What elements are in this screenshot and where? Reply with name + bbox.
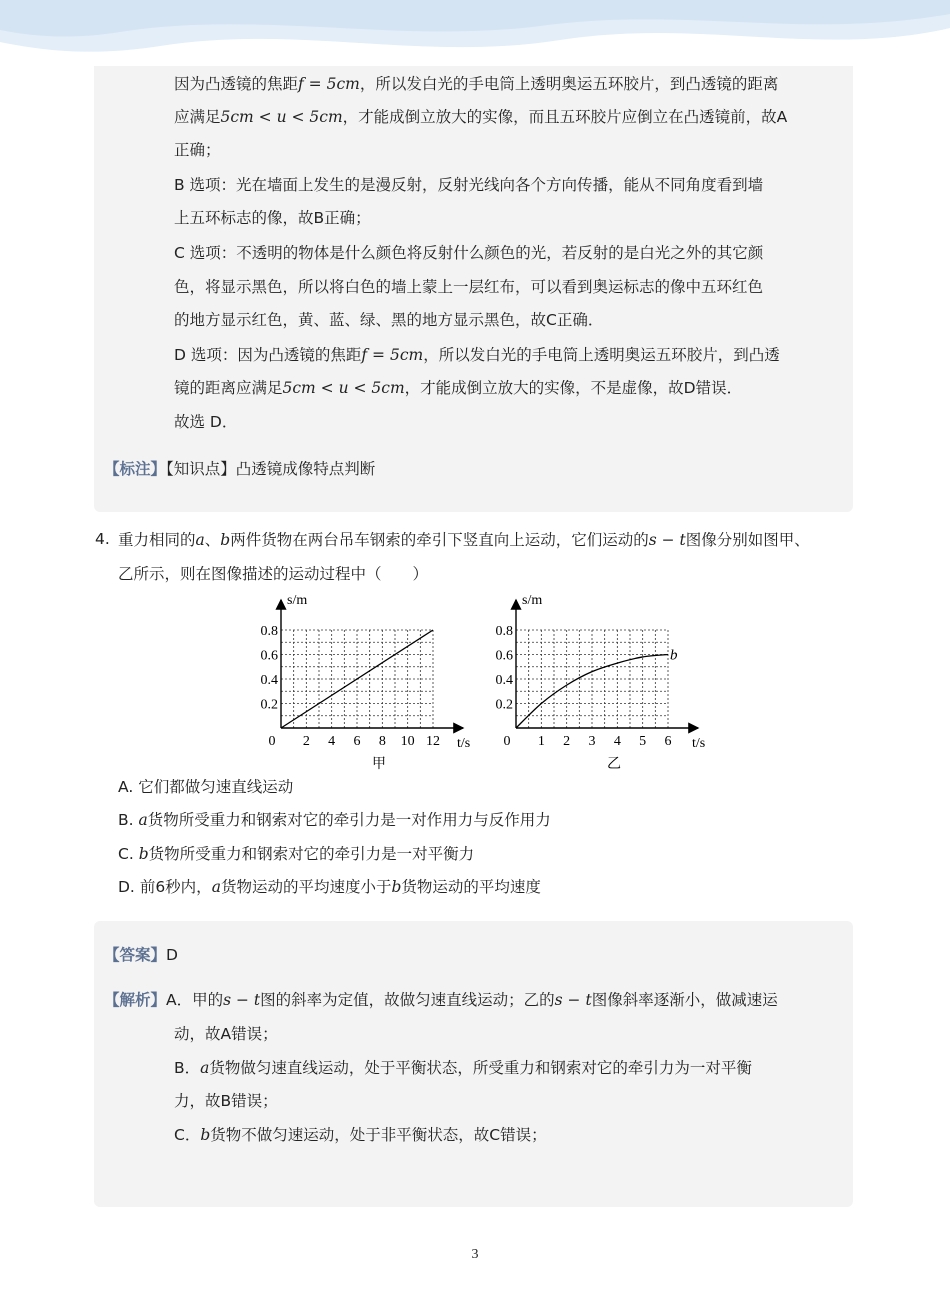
explanation-c-line2: 色，将显示黑色，所以将白色的墙上蒙上一层红布，可以看到奥运标志的像中五环红色 [174,278,764,296]
y-axis-label: s/m [287,593,308,608]
x-axis-label: t/s [692,736,706,751]
analysis-b-line2: 力，故B错误； [174,1092,278,1110]
analysis-a-line2: 动，故A错误； [174,1025,278,1043]
explanation-b-line2: 上五环标志的像，故B正确； [174,209,371,227]
x-tick-label: 2 [302,734,310,749]
x-tick-label: 8 [378,734,386,749]
explanation-b-line1: B 选项：光在墙面上发生的是漫反射，反射光线向各个方向传播，能从不同角度看到墙 [174,176,764,194]
x-tick-label: 2 [563,734,571,749]
chart-title: 乙 [607,757,621,772]
explanation-a-line3: 正确； [174,141,221,159]
answer-line [104,945,178,965]
chart-jia [261,593,471,772]
option-c[interactable]: C. b货物所受重力和钢索对它的牵引力是一对平衡力 [118,845,475,863]
option-d[interactable]: D. 前6秒内，a货物运动的平均速度小于b货物运动的平均速度 [118,878,541,896]
x-tick-label: 6 [353,734,361,749]
y-tick-label: 0.2 [260,697,278,713]
analysis-b-line1: B．a货物做匀速直线运动，处于平衡状态，所受重力和钢索对它的牵引力为一对平衡 [174,1059,752,1077]
x-tick-label: 5 [639,734,647,749]
x-axis-label: t/s [457,736,471,751]
option-a[interactable]: A. 它们都做匀速直线运动 [118,778,294,796]
y-tick-label: 0.4 [260,673,278,688]
analysis-c-line1: C．b货物不做匀速运动，处于非平衡状态，故C错误； [174,1126,547,1144]
x-tick-label: 6 [664,734,672,749]
explanation-c-line1: C 选项：不透明的物体是什么颜色将反射什么颜色的光，若反射的是白光之外的其它颜 [174,244,764,262]
x-tick-label: 4 [613,734,621,749]
note-text: 【知识点】凸透镜成像特点判断 [166,460,376,478]
note-tag: 【标注】 [104,460,167,478]
y-tick-label: 0.8 [260,624,278,639]
analysis-tag: 【解析】 [104,991,167,1009]
x-tick-label: 1 [537,734,545,749]
page-number: 3 [471,1247,479,1262]
y-tick-label: 0.8 [495,624,513,639]
y-tick-label: 0.2 [495,697,513,713]
series-label: b [670,647,678,664]
question-stem-line2: 乙所示，则在图像描述的运动过程中（ ） [118,565,429,583]
x-tick-label: 0 [268,734,276,749]
header-banner [0,0,950,75]
option-b[interactable]: B. a货物所受重力和钢索对它的牵引力是一对作用力与反作用力 [118,811,551,829]
y-axis-label: s/m [522,593,543,608]
chart-title: 甲 [372,757,386,772]
answer-value: D [166,946,178,964]
analysis-a-line1: 【解析】A．甲的s − t图的斜率为定值，故做匀速直线运动；乙的s − t图像斜率逐渐小，做减速运 [104,991,778,1009]
x-tick-label: 0 [503,734,511,749]
explanation-choose: 故选 D． [174,413,238,431]
explanation-d-line1: D 选项：因为凸透镜的焦距f = 5cm，所以发白光的手电筒上透明奥运五环胶片，到凸透 [174,346,780,364]
x-tick-label: 10 [400,734,415,749]
chart-yi [496,593,706,772]
explanation-c-line3: 的地方显示红色，黄、蓝、绿、黑的地方显示黑色，故C正确． [174,311,604,329]
y-tick-label: 0.6 [260,648,278,664]
y-tick-label: 0.6 [495,648,513,664]
answer-tag: 【答案】 [104,946,167,964]
question-figure [0,585,950,785]
x-tick-label: 12 [426,734,440,749]
note-line [104,459,375,479]
explanation-d-line2: 镜的距离应满足5cm < u < 5cm，才能成倒立放大的实像，不是虚像，故D错误． [174,379,743,397]
x-tick-label: 3 [588,734,596,749]
question-number: 4. [95,530,110,548]
wave-decoration [0,0,950,75]
explanation-a-line1: 因为凸透镜的焦距f = 5cm，所以发白光的手电筒上透明奥运五环胶片，到凸透镜的距离 [174,75,779,93]
question-stem-line1: 重力相同的a、b两件货物在两台吊车钢索的牵引下竖直向上运动，它们运动的s − t图像分别如图甲、 [118,531,810,549]
x-tick-label: 4 [328,734,336,749]
explanation-a-line2: 应满足5cm < u < 5cm，才能成倒立放大的实像，而且五环胶片应倒立在凸透镜前，故A [174,108,788,126]
y-tick-label: 0.4 [495,673,513,688]
